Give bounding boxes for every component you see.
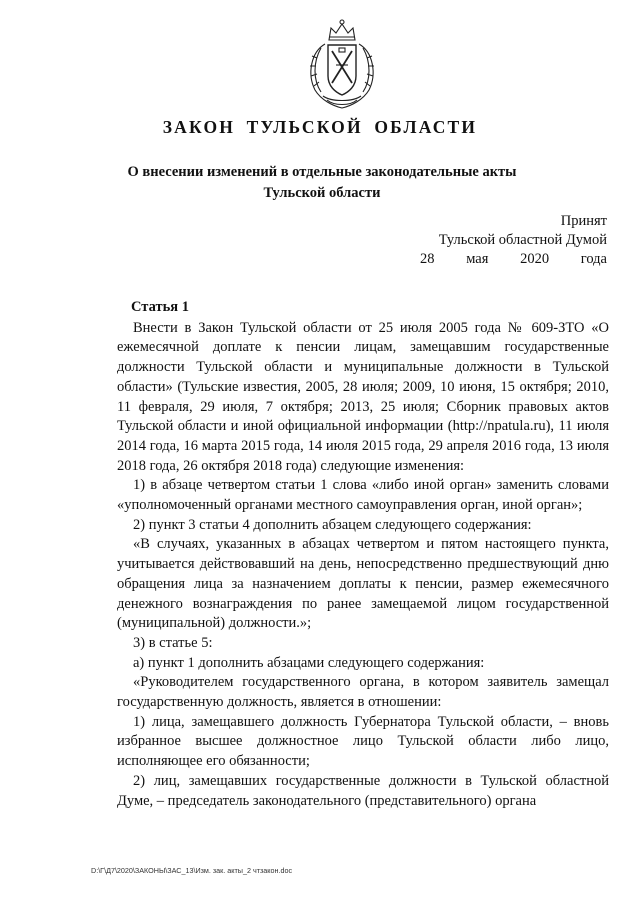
- document-subtitle: О внесении изменений в отдельные законодательные акты Тульской области: [127, 164, 517, 201]
- paragraph: 3) в статье 5:: [133, 634, 213, 651]
- article-heading: Статья 1: [131, 299, 189, 315]
- adopted-label: Принят: [560, 213, 607, 229]
- file-path-footer: D:\Г\Д7\2020\ЗАКОНЫ\ЗАС_13\Изм. зак. акты_2 чтзакон.doc: [91, 866, 293, 875]
- adoption-year: 2020: [520, 251, 550, 267]
- paragraph: а) пункт 1 дополнить абзацами следующего содержания:: [133, 654, 485, 671]
- tula-coat-of-arms-icon: [301, 18, 383, 110]
- adoption-year-word: года: [580, 251, 607, 267]
- law-body: [117, 298, 609, 811]
- adoption-date: [420, 250, 607, 269]
- paragraph: 1) в абзаце четвертом статьи 1 слова «либо иной орган» заменить словами «уполномоченный органами местного самоуправления орган, иной орган»;: [117, 477, 609, 514]
- paragraph: Внести в Закон Тульской области от 25 июля 2005 года № 609-ЗТО «О ежемесячной доплате к пенсии лицам, замещавшим государственные должности Тульской области и муниципальные должности в Тульской области» (Тульские известия, 2005, 28 июля; 2009, 10 июня, 15 октября; 2010, 11 февраля, 29 июля, 7 октября; 2013, 25 июля; Сборник правовых актов Тульской области и иной официальной информации (http://npatula.ru), 11 июля 2014 года, 16 марта 2015 года, 14 июля 2015 года, 29 апреля 2016 года, 13 июля 2018 года, 26 октября 2018 года) следующие изменения:: [117, 319, 609, 474]
- document-title: ЗАКОН ТУЛЬСКОЙ ОБЛАСТИ: [162, 117, 478, 137]
- paragraph: «В случаях, указанных в абзацах четвертом и пятом настоящего пункта, учитывается действовавший на день, непосредственно предшествующий дню обращения лица за назначением доплаты к пенсии, размер ежемесячного денежного вознаграждения по ранее замещаемой лицом государственной (муниципальной) должности.»;: [117, 536, 609, 632]
- paragraph: 2) лиц, замещавших государственные должности в Тульской областной Думе, – председатель законодательного (представительного) органа: [117, 772, 609, 809]
- paragraph: 2) пункт 3 статьи 4 дополнить абзацем следующего содержания:: [133, 516, 532, 533]
- paragraph: «Руководителем государственного органа, в котором заявитель замещал государственную должность, является в отношении:: [117, 674, 609, 711]
- adopted-by: Тульской областной Думой: [438, 232, 607, 248]
- adoption-day: 28: [420, 251, 435, 267]
- adoption-block: [420, 212, 607, 269]
- adoption-month: мая: [466, 251, 489, 267]
- paragraph: 1) лица, замещавшего должность Губернатора Тульской области, – вновь избранное высшее должностное лицо Тульской области либо лицо, исполняющее его обязанности;: [117, 713, 609, 770]
